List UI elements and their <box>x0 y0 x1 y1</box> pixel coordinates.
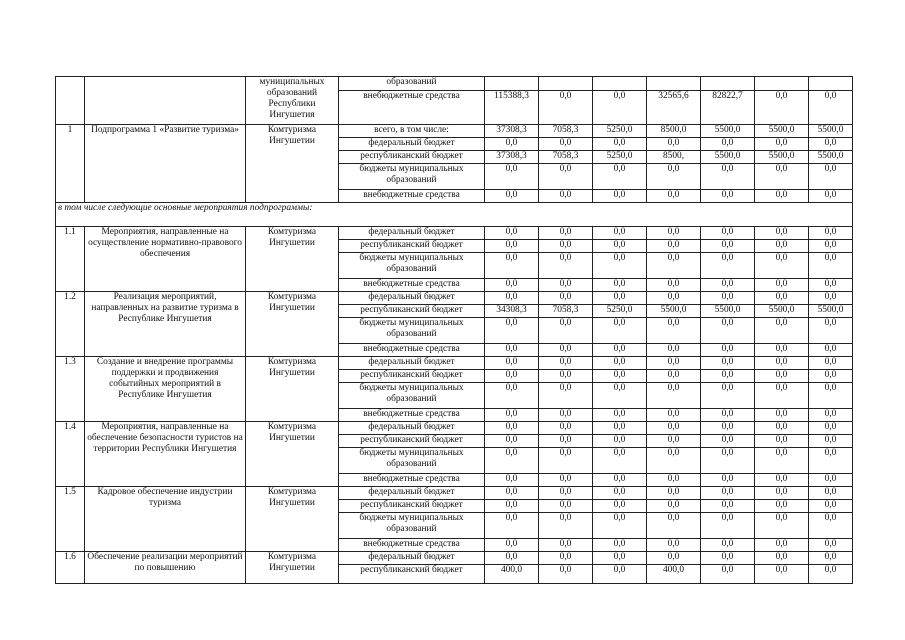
amount-cell: 0,0 <box>755 513 809 539</box>
amount-cell: 0,0 <box>539 91 593 125</box>
amount-cell: 0,0 <box>647 357 701 370</box>
amount-cell: 0,0 <box>809 190 853 203</box>
amount-cell: 0,0 <box>701 435 755 448</box>
funding-source: федеральный бюджет <box>339 138 485 151</box>
amount-cell: 0,0 <box>539 448 593 474</box>
amount-cell: 0,0 <box>485 292 539 305</box>
amount-cell: 0,0 <box>593 370 647 383</box>
amount-cell: 0,0 <box>593 513 647 539</box>
executor: Комтуризма Ингушетии <box>246 422 339 487</box>
funding-source: бюджеты муниципальных образований <box>339 253 485 279</box>
amount-cell: 0,0 <box>593 318 647 344</box>
funding-source: всего, в том числе: <box>339 125 485 138</box>
amount-cell: 0,0 <box>701 474 755 487</box>
amount-cell: 0,0 <box>485 513 539 539</box>
amount-cell: 0,0 <box>539 370 593 383</box>
amount-cell: 0,0 <box>809 279 853 292</box>
amount-cell: 0,0 <box>809 292 853 305</box>
amount-cell: 0,0 <box>539 435 593 448</box>
amount-cell: 0,0 <box>701 422 755 435</box>
amount-cell: 0,0 <box>701 190 755 203</box>
amount-cell: 0,0 <box>755 409 809 422</box>
amount-cell: 0,0 <box>755 344 809 357</box>
amount-cell: 0,0 <box>485 253 539 279</box>
funding-source: внебюджетные средства <box>339 279 485 292</box>
amount-cell: 0,0 <box>809 318 853 344</box>
funding-source: бюджеты муниципальных образований <box>339 318 485 344</box>
amount-cell: 0,0 <box>755 474 809 487</box>
funding-source: республиканский бюджет <box>339 151 485 164</box>
amount-cell: 0,0 <box>647 435 701 448</box>
amount-cell: 0,0 <box>593 552 647 565</box>
amount-cell: 0,0 <box>593 565 647 584</box>
amount-cell: 0,0 <box>809 539 853 552</box>
amount-cell: 0,0 <box>647 292 701 305</box>
amount-cell: 0,0 <box>485 164 539 190</box>
funding-source: внебюджетные средства <box>339 409 485 422</box>
amount-cell: 0,0 <box>647 448 701 474</box>
funding-source: федеральный бюджет <box>339 292 485 305</box>
row-number: 1.1 <box>56 227 85 292</box>
amount-cell: 0,0 <box>755 357 809 370</box>
amount-cell: 0,0 <box>593 190 647 203</box>
amount-cell: 0,0 <box>647 279 701 292</box>
amount-cell: 0,0 <box>593 279 647 292</box>
amount-cell: 0,0 <box>485 190 539 203</box>
activity-name: Реализация мероприятий, направленных на развитие туризма в Республике Ингушетия <box>85 292 246 357</box>
funding-source: внебюджетные средства <box>339 474 485 487</box>
amount-cell: 0,0 <box>701 344 755 357</box>
executor: Комтуризма Ингушетии <box>246 227 339 292</box>
amount-cell: 0,0 <box>485 227 539 240</box>
funding-source: бюджеты муниципальных образований <box>339 448 485 474</box>
amount-cell: 0,0 <box>485 318 539 344</box>
amount-cell: 0,0 <box>701 448 755 474</box>
amount-cell: 0,0 <box>485 448 539 474</box>
amount-cell: 400,0 <box>647 565 701 584</box>
row-number: 1.2 <box>56 292 85 357</box>
amount-cell: 0,0 <box>647 138 701 151</box>
amount-cell: 0,0 <box>755 448 809 474</box>
amount-cell <box>647 77 701 91</box>
amount-cell: 0,0 <box>539 513 593 539</box>
amount-cell: 0,0 <box>593 164 647 190</box>
funding-source: федеральный бюджет <box>339 487 485 500</box>
amount-cell: 0,0 <box>485 344 539 357</box>
amount-cell: 0,0 <box>755 91 809 125</box>
amount-cell: 0,0 <box>701 409 755 422</box>
amount-cell: 0,0 <box>755 164 809 190</box>
funding-source: бюджеты муниципальных образований <box>339 164 485 190</box>
amount-cell: 37308,3 <box>485 151 539 164</box>
amount-cell: 0,0 <box>755 253 809 279</box>
activity-name: Обеспечение реализации мероприятий по повышению <box>85 552 246 584</box>
amount-cell: 0,0 <box>539 487 593 500</box>
table-body <box>56 77 853 584</box>
amount-cell: 0,0 <box>485 539 539 552</box>
amount-cell: 0,0 <box>647 253 701 279</box>
amount-cell: 0,0 <box>539 383 593 409</box>
amount-cell: 0,0 <box>647 487 701 500</box>
amount-cell: 0,0 <box>593 539 647 552</box>
amount-cell: 0,0 <box>701 357 755 370</box>
amount-cell: 0,0 <box>809 565 853 584</box>
amount-cell: 0,0 <box>755 565 809 584</box>
funding-source: бюджеты муниципальных образований <box>339 513 485 539</box>
funding-source: федеральный бюджет <box>339 552 485 565</box>
amount-cell: 0,0 <box>593 240 647 253</box>
amount-cell: 0,0 <box>647 422 701 435</box>
row-number: 1.4 <box>56 422 85 487</box>
amount-cell: 0,0 <box>809 138 853 151</box>
amount-cell: 0,0 <box>593 383 647 409</box>
amount-cell: 0,0 <box>485 409 539 422</box>
table-row <box>56 552 853 565</box>
amount-cell: 0,0 <box>539 357 593 370</box>
amount-cell: 0,0 <box>701 513 755 539</box>
funding-source: внебюджетные средства <box>339 539 485 552</box>
amount-cell: 0,0 <box>647 344 701 357</box>
amount-cell: 5500,0 <box>755 125 809 138</box>
funding-source: республиканский бюджет <box>339 240 485 253</box>
amount-cell: 5500,0 <box>809 151 853 164</box>
amount-cell: 0,0 <box>539 227 593 240</box>
amount-cell: 0,0 <box>593 253 647 279</box>
amount-cell: 0,0 <box>647 227 701 240</box>
executor: Комтуризма Ингушетии <box>246 487 339 552</box>
amount-cell: 0,0 <box>647 474 701 487</box>
amount-cell: 0,0 <box>593 474 647 487</box>
amount-cell: 0,0 <box>593 409 647 422</box>
amount-cell: 0,0 <box>593 422 647 435</box>
funding-source: внебюджетные средства <box>339 91 485 125</box>
table-row <box>56 422 853 435</box>
activity-name: Мероприятия, направленные на обеспечение безопасности туристов на территории Республики Ингушетия <box>85 422 246 487</box>
amount-cell <box>539 77 593 91</box>
amount-cell: 0,0 <box>485 383 539 409</box>
amount-cell: 5500,0 <box>701 151 755 164</box>
amount-cell: 0,0 <box>809 370 853 383</box>
amount-cell: 0,0 <box>593 448 647 474</box>
amount-cell: 115388,3 <box>485 91 539 125</box>
amount-cell: 0,0 <box>593 344 647 357</box>
amount-cell: 0,0 <box>755 190 809 203</box>
row-number <box>56 77 85 125</box>
amount-cell: 0,0 <box>647 164 701 190</box>
amount-cell: 0,0 <box>539 279 593 292</box>
amount-cell: 0,0 <box>701 370 755 383</box>
funding-source: республиканский бюджет <box>339 370 485 383</box>
amount-cell: 0,0 <box>485 357 539 370</box>
funding-source: республиканский бюджет <box>339 565 485 584</box>
amount-cell: 0,0 <box>485 474 539 487</box>
amount-cell: 34308,3 <box>485 305 539 318</box>
amount-cell: 0,0 <box>539 500 593 513</box>
amount-cell <box>485 77 539 91</box>
amount-cell: 0,0 <box>701 164 755 190</box>
amount-cell: 0,0 <box>755 487 809 500</box>
amount-cell: 0,0 <box>593 138 647 151</box>
amount-cell: 0,0 <box>593 292 647 305</box>
amount-cell: 0,0 <box>485 500 539 513</box>
amount-cell: 0,0 <box>593 91 647 125</box>
amount-cell: 7058,3 <box>539 305 593 318</box>
amount-cell: 32565,6 <box>647 91 701 125</box>
activity-name: Подпрограмма 1 «Развитие туризма» <box>85 125 246 203</box>
amount-cell: 0,0 <box>647 370 701 383</box>
amount-cell: 0,0 <box>539 539 593 552</box>
amount-cell: 0,0 <box>485 422 539 435</box>
amount-cell: 0,0 <box>485 240 539 253</box>
section-row <box>56 203 853 227</box>
amount-cell: 0,0 <box>539 409 593 422</box>
amount-cell: 0,0 <box>755 435 809 448</box>
amount-cell: 0,0 <box>809 91 853 125</box>
amount-cell: 0,0 <box>755 383 809 409</box>
amount-cell: 0,0 <box>809 383 853 409</box>
row-number: 1.6 <box>56 552 85 584</box>
amount-cell: 0,0 <box>755 138 809 151</box>
activity-name: Мероприятия, направленные на осуществление нормативно-правового обеспечения <box>85 227 246 292</box>
table-row <box>56 292 853 305</box>
row-number: 1.5 <box>56 487 85 552</box>
amount-cell: 0,0 <box>539 565 593 584</box>
amount-cell: 0,0 <box>809 513 853 539</box>
funding-source: федеральный бюджет <box>339 357 485 370</box>
amount-cell: 0,0 <box>593 227 647 240</box>
amount-cell: 0,0 <box>809 422 853 435</box>
amount-cell: 0,0 <box>755 279 809 292</box>
amount-cell: 0,0 <box>701 279 755 292</box>
amount-cell: 5500,0 <box>809 305 853 318</box>
amount-cell: 8500, <box>647 151 701 164</box>
amount-cell: 5250,0 <box>593 305 647 318</box>
amount-cell: 0,0 <box>755 240 809 253</box>
amount-cell: 0,0 <box>485 279 539 292</box>
amount-cell: 0,0 <box>647 539 701 552</box>
amount-cell: 0,0 <box>809 487 853 500</box>
amount-cell: 0,0 <box>593 435 647 448</box>
activity-name: Создание и внедрение программы поддержки и продвижения событийных мероприятий в Республике Ингушетия <box>85 357 246 422</box>
amount-cell: 5250,0 <box>593 151 647 164</box>
amount-cell: 0,0 <box>701 292 755 305</box>
amount-cell: 0,0 <box>755 370 809 383</box>
amount-cell <box>809 77 853 91</box>
amount-cell <box>755 77 809 91</box>
amount-cell: 0,0 <box>539 138 593 151</box>
amount-cell: 0,0 <box>539 253 593 279</box>
amount-cell: 0,0 <box>539 552 593 565</box>
amount-cell: 5500,0 <box>701 305 755 318</box>
amount-cell: 0,0 <box>701 253 755 279</box>
table-row <box>56 357 853 370</box>
amount-cell: 0,0 <box>539 318 593 344</box>
amount-cell: 0,0 <box>539 190 593 203</box>
amount-cell: 0,0 <box>755 539 809 552</box>
amount-cell: 0,0 <box>647 513 701 539</box>
amount-cell: 0,0 <box>701 318 755 344</box>
amount-cell: 5500,0 <box>647 305 701 318</box>
amount-cell: 0,0 <box>539 164 593 190</box>
amount-cell: 0,0 <box>647 552 701 565</box>
amount-cell: 0,0 <box>809 474 853 487</box>
row-number: 1 <box>56 125 85 203</box>
amount-cell: 0,0 <box>809 448 853 474</box>
amount-cell: 0,0 <box>809 552 853 565</box>
amount-cell: 0,0 <box>755 292 809 305</box>
executor: Комтуризма Ингушетии <box>246 125 339 203</box>
amount-cell: 5500,0 <box>809 125 853 138</box>
row-number: 1.3 <box>56 357 85 422</box>
executor: муниципальных образований Республики Ингушетия <box>246 77 339 125</box>
amount-cell: 7058,3 <box>539 125 593 138</box>
executor: Комтуризма Ингушетии <box>246 292 339 357</box>
amount-cell: 0,0 <box>647 240 701 253</box>
funding-source: внебюджетные средства <box>339 190 485 203</box>
amount-cell: 0,0 <box>539 474 593 487</box>
amount-cell: 0,0 <box>701 500 755 513</box>
amount-cell: 0,0 <box>647 500 701 513</box>
amount-cell: 5500,0 <box>755 151 809 164</box>
amount-cell: 5500,0 <box>701 125 755 138</box>
funding-source: образований <box>339 77 485 91</box>
amount-cell: 0,0 <box>539 292 593 305</box>
amount-cell: 82822,7 <box>701 91 755 125</box>
funding-source: республиканский бюджет <box>339 500 485 513</box>
section-title: в том числе следующие основные мероприятия подпрограммы: <box>56 203 853 227</box>
amount-cell: 0,0 <box>809 240 853 253</box>
amount-cell: 0,0 <box>593 357 647 370</box>
amount-cell: 5250,0 <box>593 125 647 138</box>
amount-cell: 0,0 <box>647 190 701 203</box>
amount-cell: 0,0 <box>701 227 755 240</box>
amount-cell: 0,0 <box>809 409 853 422</box>
amount-cell: 0,0 <box>755 552 809 565</box>
amount-cell: 0,0 <box>809 164 853 190</box>
table-row <box>56 77 853 91</box>
amount-cell <box>593 77 647 91</box>
funding-source: федеральный бюджет <box>339 227 485 240</box>
amount-cell: 0,0 <box>701 138 755 151</box>
table-row <box>56 487 853 500</box>
amount-cell: 0,0 <box>755 422 809 435</box>
amount-cell: 0,0 <box>647 383 701 409</box>
executor: Комтуризма Ингушетии <box>246 552 339 584</box>
amount-cell: 0,0 <box>809 500 853 513</box>
amount-cell: 0,0 <box>809 344 853 357</box>
amount-cell: 7058,3 <box>539 151 593 164</box>
amount-cell: 8500,0 <box>647 125 701 138</box>
amount-cell: 0,0 <box>809 227 853 240</box>
amount-cell: 0,0 <box>701 539 755 552</box>
activity-name: Кадровое обеспечение индустрии туризма <box>85 487 246 552</box>
amount-cell: 0,0 <box>485 370 539 383</box>
amount-cell: 0,0 <box>755 500 809 513</box>
executor: Комтуризма Ингушетии <box>246 357 339 422</box>
funding-source: республиканский бюджет <box>339 435 485 448</box>
amount-cell: 0,0 <box>539 422 593 435</box>
amount-cell: 0,0 <box>647 409 701 422</box>
table-row <box>56 227 853 240</box>
funding-source: республиканский бюджет <box>339 305 485 318</box>
amount-cell: 0,0 <box>809 357 853 370</box>
amount-cell: 0,0 <box>809 435 853 448</box>
amount-cell: 0,0 <box>485 435 539 448</box>
budget-table <box>55 76 853 584</box>
amount-cell: 0,0 <box>485 552 539 565</box>
funding-source: бюджеты муниципальных образований <box>339 383 485 409</box>
amount-cell: 0,0 <box>485 138 539 151</box>
amount-cell: 0,0 <box>755 227 809 240</box>
funding-source: федеральный бюджет <box>339 422 485 435</box>
amount-cell: 0,0 <box>701 487 755 500</box>
amount-cell: 0,0 <box>701 383 755 409</box>
amount-cell: 0,0 <box>701 565 755 584</box>
amount-cell: 37308,3 <box>485 125 539 138</box>
amount-cell <box>701 77 755 91</box>
amount-cell: 0,0 <box>593 500 647 513</box>
activity-name <box>85 77 246 125</box>
amount-cell: 5500,0 <box>755 305 809 318</box>
amount-cell: 0,0 <box>701 240 755 253</box>
amount-cell: 0,0 <box>485 487 539 500</box>
amount-cell: 0,0 <box>593 487 647 500</box>
amount-cell: 0,0 <box>539 344 593 357</box>
amount-cell: 0,0 <box>539 240 593 253</box>
amount-cell: 0,0 <box>809 253 853 279</box>
table-row <box>56 125 853 138</box>
amount-cell: 0,0 <box>701 552 755 565</box>
funding-source: внебюджетные средства <box>339 344 485 357</box>
amount-cell: 0,0 <box>755 318 809 344</box>
amount-cell: 400,0 <box>485 565 539 584</box>
amount-cell: 0,0 <box>647 318 701 344</box>
